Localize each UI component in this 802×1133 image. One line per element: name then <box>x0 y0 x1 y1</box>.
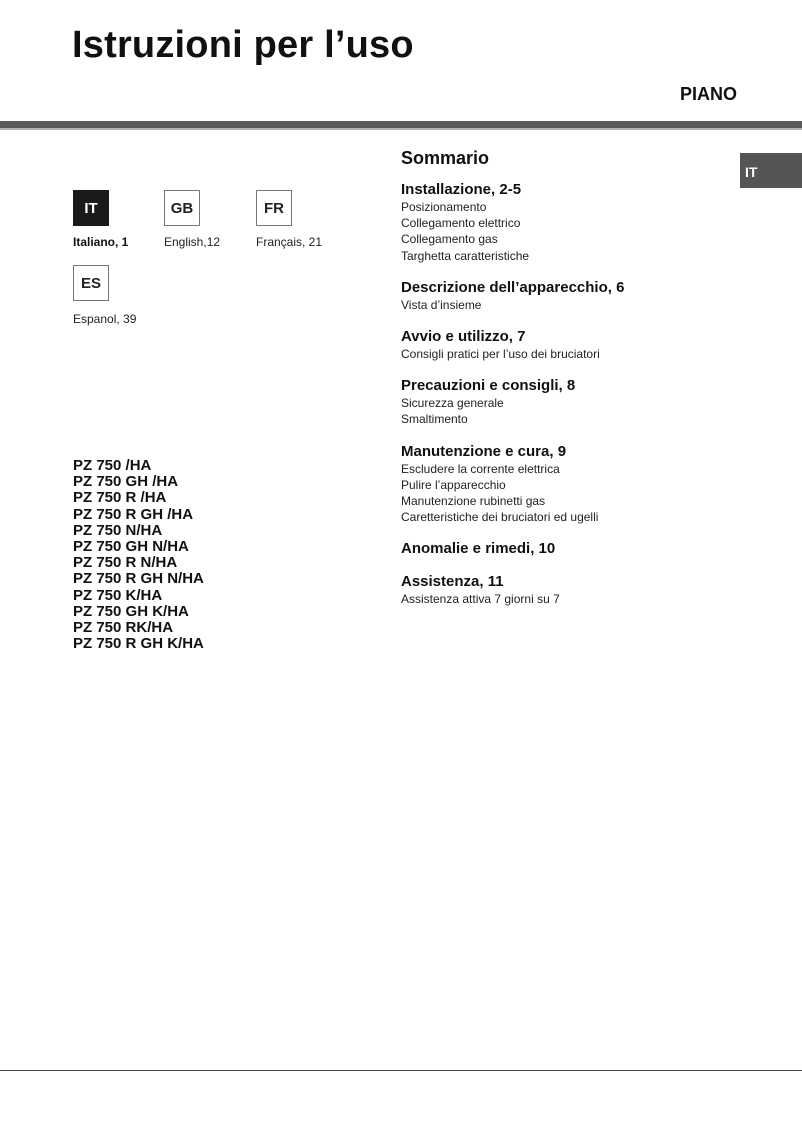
model-item: PZ 750 R N/HA <box>73 554 178 572</box>
toc-item: Vista d’insieme <box>401 297 482 312</box>
model-item: PZ 750 GH /HA <box>73 473 179 491</box>
toc-item: Sicurezza generale <box>401 396 504 411</box>
toc-section-title[interactable]: Installazione, 2-5 <box>401 181 522 198</box>
model-item: PZ 750 K/HA <box>73 586 163 604</box>
model-item: PZ 750 GH N/HA <box>73 538 189 556</box>
model-list <box>73 458 204 652</box>
document-title: Istruzioni per l’uso <box>72 24 414 66</box>
current-language-tab: IT <box>740 153 802 188</box>
toc-section-avvio <box>401 328 721 362</box>
model-item: PZ 750 /HA <box>73 457 152 474</box>
language-gb-caption: English,12 <box>164 235 221 249</box>
toc-heading: Sommario <box>401 148 490 168</box>
toc-item: Pulire l’apparecchio <box>401 477 506 492</box>
toc-section-title[interactable]: Assistenza, 11 <box>401 573 504 591</box>
table-of-contents <box>401 148 721 623</box>
toc-section-title[interactable]: Avvio e utilizzo, 7 <box>401 328 526 346</box>
model-item: PZ 750 R GH K/HA <box>73 635 204 653</box>
model-item: PZ 750 N/HA <box>73 521 163 539</box>
model-item: PZ 750 R /HA <box>73 489 167 507</box>
model-item: PZ 750 GH K/HA <box>73 602 189 620</box>
footer-divider <box>0 1070 802 1071</box>
language-es-caption: Espanol, 39 <box>73 312 137 326</box>
toc-item: Posizionamento <box>401 200 487 214</box>
toc-section-title[interactable]: Precauzioni e consigli, 8 <box>401 377 576 395</box>
language-it-caption: Italiano, 1 <box>73 235 129 249</box>
header-divider <box>0 121 802 128</box>
model-item: PZ 750 RK/HA <box>73 619 174 637</box>
toc-section-title[interactable]: Manutenzione e cura, 9 <box>401 442 567 460</box>
toc-item: Manutenzione rubinetti gas <box>401 494 546 509</box>
language-it-box[interactable]: IT <box>73 190 109 226</box>
toc-item: Consigli pratici per l’uso dei bruciatori <box>401 347 600 362</box>
toc-section-manutenzione <box>401 443 721 526</box>
toc-item: Escludere la corrente elettrica <box>401 461 560 476</box>
model-item: PZ 750 R GH /HA <box>73 505 194 523</box>
model-item: PZ 750 R GH N/HA <box>73 570 204 588</box>
toc-section-installazione <box>401 181 721 264</box>
header-divider-shadow <box>0 128 802 130</box>
toc-item: Collegamento elettrico <box>401 216 521 231</box>
toc-section-precauzioni <box>401 377 721 427</box>
document-subtitle: PIANO <box>680 84 738 104</box>
toc-item: Smaltimento <box>401 412 468 427</box>
toc-section-descrizione <box>401 279 721 313</box>
toc-item: Targhetta caratteristiche <box>401 248 530 263</box>
toc-item: Collegamento gas <box>401 232 498 247</box>
toc-section-title[interactable]: Descrizione dell’apparecchio, 6 <box>401 278 625 296</box>
toc-section-assistenza <box>401 573 721 607</box>
language-gb-box[interactable]: GB <box>164 190 200 226</box>
toc-item: Caretteristiche dei bruciatori ed ugelli <box>401 510 599 525</box>
toc-section-anomalie <box>401 540 721 558</box>
language-es-box[interactable]: ES <box>73 265 109 301</box>
toc-item: Assistenza attiva 7 giorni su 7 <box>401 592 560 607</box>
toc-section-title[interactable]: Anomalie e rimedi, 10 <box>401 540 556 558</box>
language-fr-box[interactable]: FR <box>256 190 292 226</box>
language-fr-caption: Français, 21 <box>256 235 323 249</box>
